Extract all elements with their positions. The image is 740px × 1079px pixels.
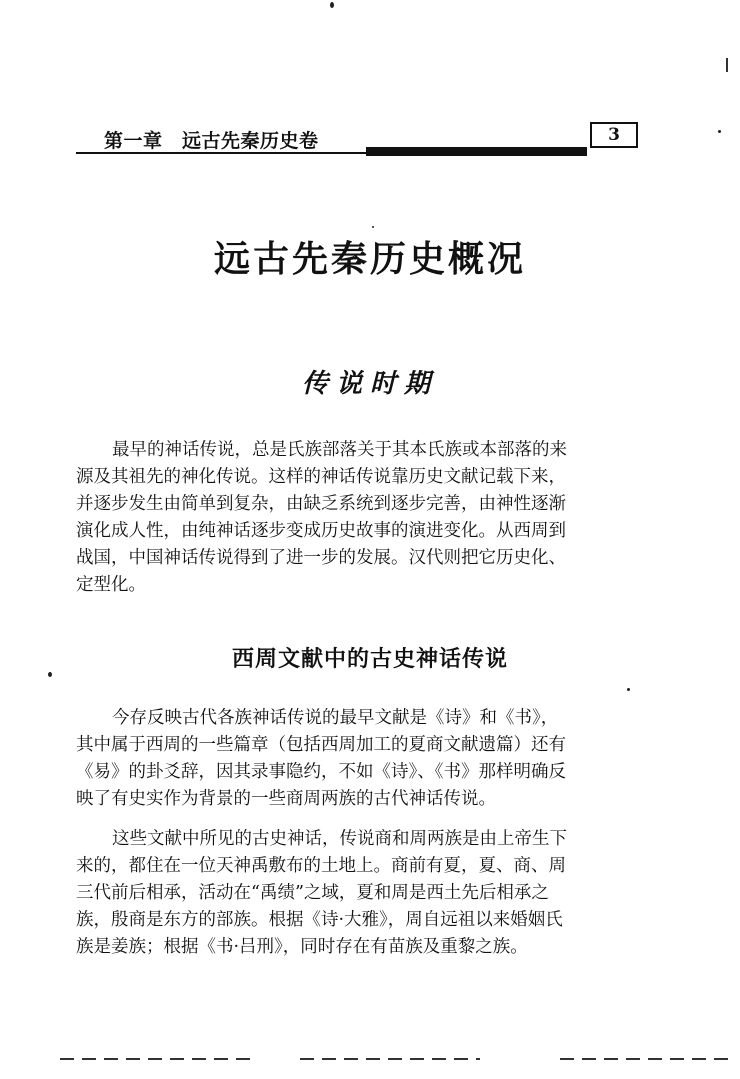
scan-dash-row: [60, 1058, 250, 1060]
scan-dash-row: [560, 1058, 730, 1060]
chapter-label: 第一章 远古先秦历史卷: [104, 130, 319, 152]
scan-dash-row: [300, 1058, 480, 1060]
paragraph-line: 来的，都住在一位天神禹敷布的土地上。商前有夏，夏、商、周: [76, 856, 566, 876]
running-header: [76, 118, 641, 158]
page-number: 3: [590, 122, 638, 148]
paragraph-line: 族是姜族；根据《书·吕刑》，同时存在有苗族及重黎之族。: [76, 937, 528, 957]
section-paragraph: [76, 437, 642, 599]
paragraph-line: 定型化。: [76, 575, 146, 595]
paragraph-line: 《易》的卦爻辞，因其录事隐约，不如《诗》、《书》那样明确反: [76, 762, 566, 782]
scan-speck: [330, 2, 334, 8]
paragraph-line: 源及其祖先的神化传说。这样的神话传说靠历史文献记载下来，: [76, 467, 566, 487]
paragraph-line: 并逐步发生由简单到复杂，由缺乏系统到逐步完善，由神性逐渐: [76, 494, 566, 514]
scan-speck: [627, 688, 630, 691]
scan-speck: [372, 226, 374, 228]
subsection-paragraph-2: [76, 826, 642, 961]
paragraph-line: 演化成人性，由纯神话逐步变成历史故事的演进变化。从西周到: [76, 521, 566, 541]
paragraph-line: 其中属于西周的一些篇章（包括西周加工的夏商文献遗篇）还有: [76, 735, 566, 755]
paragraph-line: 三代前后相承，活动在“禹绩”之域，夏和周是西土先后相承之: [76, 883, 549, 903]
paragraph-line: 今存反映古代各族神话传说的最早文献是《诗》和《书》，: [112, 708, 559, 728]
paragraph-line: 这些文献中所见的古史神话，传说商和周两族是由上帝生下: [112, 829, 567, 849]
scan-edge-mark: [726, 58, 728, 72]
header-bar: [366, 147, 587, 156]
paragraph-line: 最早的神话传说，总是氏族部落关于其本氏族或本部落的来: [112, 440, 567, 460]
paragraph-line: 映了有史实作为背景的一些商周两族的古代神话传说。: [76, 789, 496, 809]
scan-speck: [48, 672, 52, 677]
chapter-title: 远古先秦历史概况: [213, 239, 526, 280]
header-rule: [76, 152, 366, 154]
paragraph-line: 战国，中国神话传说得到了进一步的发展。汉代则把它历史化、: [76, 548, 566, 568]
subsection-title: 西周文献中的古史神话传说: [231, 647, 508, 672]
scan-speck: [718, 130, 721, 133]
section-title: 传说时期: [301, 369, 438, 399]
subsection-paragraph-1: [76, 705, 642, 813]
paragraph-line: 族，殷商是东方的部族。根据《诗·大雅》，周自远祖以来婚姻氏: [76, 910, 563, 930]
